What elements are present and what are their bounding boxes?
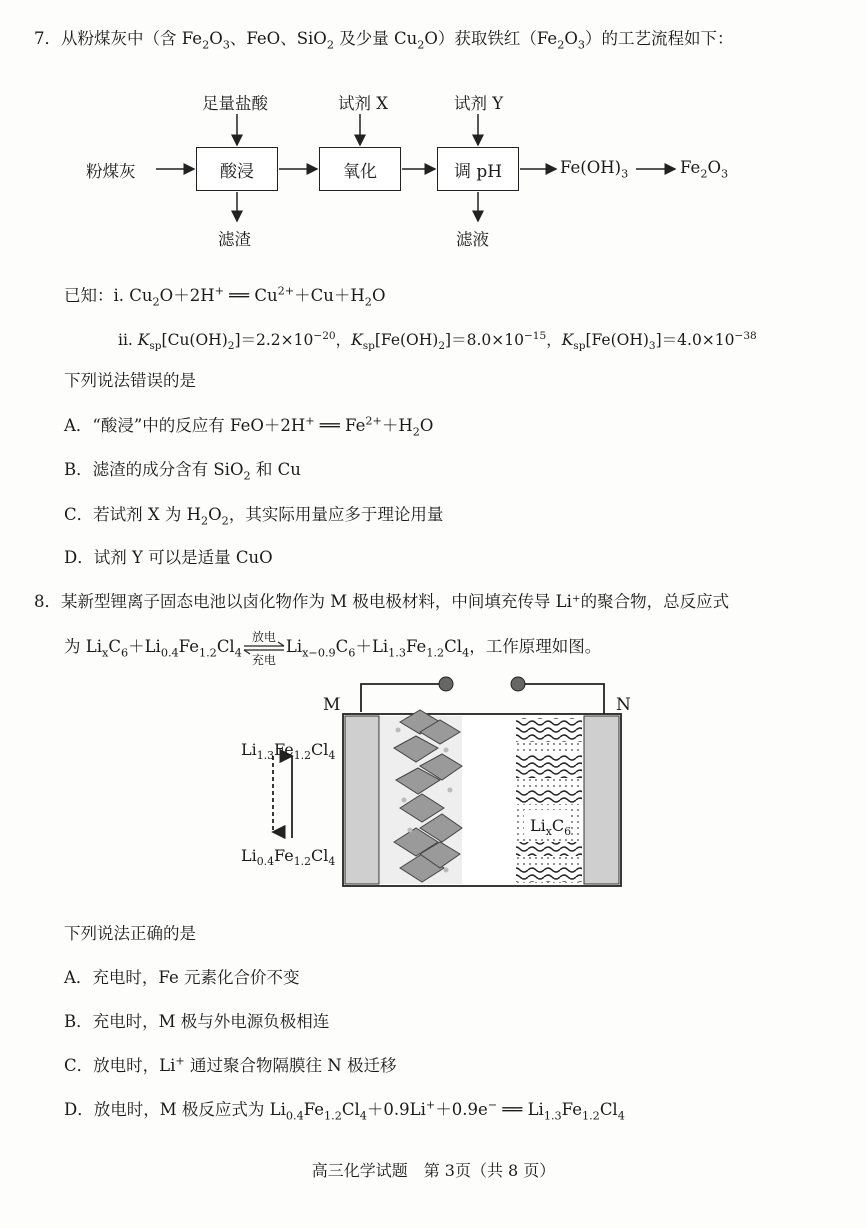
product-fe-oh3: $Fe(OH)_3$: [560, 158, 629, 181]
step-adjust-ph: 调 pH: [437, 147, 519, 191]
q7-option-b[interactable]: B．滤渣的成分含有 SiO$_2$ 和 Cu: [64, 460, 301, 483]
q8-option-a[interactable]: A．充电时，Fe 元素化合价不变: [64, 968, 300, 987]
q7-known-ii: ii. $K_{sp}[Cu(OH)_2]=2.2\times 10^{-20}$，$K_{sp}[Fe(OH)_2]=8.0\times 10^{-15}$，$K_{sp}[Fe(OH)_3]=4.0\times 10^{-38}$: [118, 329, 757, 353]
label-m: M: [323, 695, 341, 715]
output-filtrate: 滤液: [456, 230, 489, 249]
q8-stem-line1: 8．某新型锂离子固态电池以卤化物作为 M 极电极材料，中间填充传导 Li⁺的聚合物，总反应式: [34, 592, 730, 611]
anode-label: $Li_xC_6$: [530, 816, 572, 839]
q7-option-a[interactable]: A．“酸浸”中的反应有 FeO＋2H+ ══ $Fe^{2+}+H_2O$: [64, 414, 434, 439]
q8-option-c[interactable]: C．放电时，Li+ 通过聚合物隔膜往 N 极迁移: [64, 1054, 397, 1075]
q8-option-d[interactable]: D．放电时，M 极反应式为 $Li_{0.4}Fe_{1.2}Cl_4+0.9Li^++0.9e^-$ ══ $Li_{1.3}Fe_{1.2}Cl_4$: [64, 1098, 625, 1123]
label-n: N: [616, 695, 631, 715]
terminal-left: [439, 677, 453, 691]
step-oxidize: 氧化: [319, 147, 401, 191]
reagent-y: 试剂 Y: [454, 94, 504, 113]
q8-question: 下列说法正确的是: [64, 924, 196, 943]
q8-option-b[interactable]: B．充电时，M 极与外电源负极相连: [64, 1012, 330, 1031]
q7-option-d[interactable]: D．试剂 Y 可以是适量 CuO: [64, 548, 273, 567]
q8-stem-line2: 为 $Li_xC_6+Li_{0.4}Fe_{1.2}Cl_4$ 放电 充电 $Li_{x-0.9}C_6+Li_{1.3}Fe_{1.2}Cl_4$，工作原理如图。: [64, 629, 602, 667]
flow-arrows: [0, 0, 867, 280]
reagent-x: 试剂 X: [338, 94, 388, 113]
formula-bottom: $Li_{0.4}Fe_{1.2}Cl_4$: [241, 846, 336, 869]
step-acid-leach: 酸浸: [196, 147, 278, 191]
formula-top: $Li_{1.3}Fe_{1.2}Cl_4$: [241, 740, 336, 763]
terminal-right: [511, 677, 525, 691]
collector-m: [345, 716, 379, 884]
reversible-arrow: 放电 充电: [242, 637, 286, 659]
product-fe2o3: $Fe_2O_3$: [680, 158, 729, 181]
q7-question: 下列说法错误的是: [64, 371, 196, 390]
collector-n: [584, 716, 619, 884]
output-residue: 滤渣: [218, 230, 251, 249]
battery-diagram: [0, 670, 867, 910]
q7-option-c[interactable]: C．若试剂 X 为 $H_2O_2$，其实际用量应多于理论用量: [64, 505, 444, 528]
q7-known-i: 已知：i. $Cu_2O+2H^+$ ══ $Cu^{2+}+Cu+H_2O$: [64, 284, 386, 309]
page-footer: 高三化学试题 第 3页（共 8 页）: [311, 1161, 556, 1180]
reagent-hcl: 足量盐酸: [202, 94, 268, 113]
q7-stem: 7．从粉煤灰中（含 $Fe_2O_3$、FeO、SiO$_2$ 及少量 $Cu_2O$）获取铁红$(Fe_2O_3)$的工艺流程如下：: [34, 29, 734, 52]
flow-start: 粉煤灰: [86, 162, 136, 181]
